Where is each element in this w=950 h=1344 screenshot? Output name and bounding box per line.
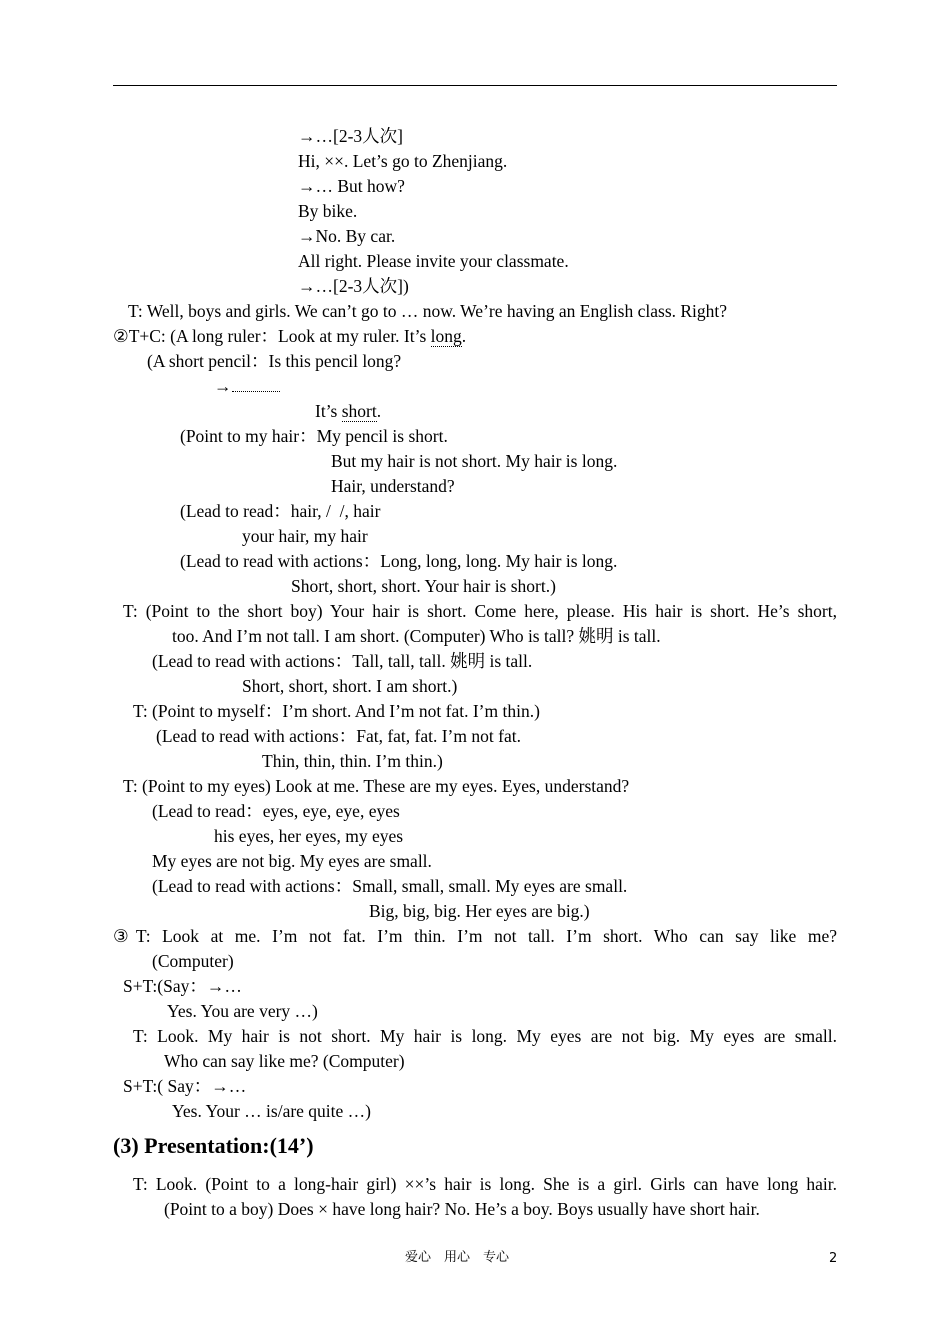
text-fragment: ②T+C: (A long ruler：Look at my ruler. It’s	[113, 326, 431, 346]
text-line: (A short pencil：Is this pencil long?	[147, 351, 402, 371]
text-line: (Lead to read with actions：Long, long, long. My hair is long.	[180, 551, 618, 571]
text-line: T: Look. My hair is not short. My hair is long. My eyes are not big. My eyes are small.	[133, 1026, 837, 1046]
header-rule	[113, 85, 837, 86]
text-line: T: Well, boys and girls. We can’t go to … now. We’re having an English class. Right?	[128, 301, 728, 321]
text-line: Who can say like me? (Computer)	[164, 1051, 405, 1071]
page-number: 2	[829, 1251, 838, 1266]
text-line: T: (Point to myself：I’m short. And I’m not fat. I’m thin.)	[133, 701, 540, 721]
text-line: By bike.	[298, 201, 358, 221]
arrow-glyph: →	[214, 376, 232, 396]
text-line: T: Look. (Point to a long-hair girl) ××’s hair is long. She is a girl. Girls can have long hair.	[133, 1174, 837, 1194]
text-line: Thin, thin, thin. I’m thin.)	[262, 751, 443, 771]
text-line: (Lead to read with actions：Small, small, small. My eyes are small.	[152, 876, 628, 896]
text-line: T: (Point to the short boy) Your hair is short. Come here, please. His hair is short. He’s short,	[123, 601, 837, 621]
text-line: (Lead to read with actions：Tall, tall, tall. 姚明 is tall.	[152, 651, 533, 671]
text-line: your hair, my hair	[242, 526, 368, 546]
text-line: (Point to my hair：My pencil is short.	[180, 426, 448, 446]
text-line: Big, big, big. Her eyes are big.)	[369, 901, 590, 921]
text-line: →…[2-3人次]	[298, 126, 403, 146]
text-line: S+T:( Say：→…	[123, 1076, 247, 1096]
answer-blank	[232, 381, 280, 392]
section-heading: (3) Presentation:(14’)	[113, 1133, 314, 1158]
text-line: Hair, understand?	[331, 476, 455, 496]
text-line: (Lead to read with actions：Fat, fat, fat. I’m not fat.	[156, 726, 521, 746]
text-fragment: .	[376, 401, 382, 421]
text-line: his eyes, her eyes, my eyes	[214, 826, 404, 846]
text-line: Yes. Your … is/are quite …)	[172, 1101, 371, 1121]
text-line: →… But how?	[298, 176, 405, 196]
text-line: Short, short, short. I am short.)	[242, 676, 458, 696]
underlined-word: short	[341, 401, 377, 421]
text-line	[214, 375, 280, 397]
text-line: →…[2-3人次])	[298, 276, 409, 296]
text-line: Hi, ××. Let’s go to Zhenjiang.	[298, 151, 508, 171]
text-line: S+T:(Say：→…	[123, 976, 242, 996]
text-line: →No. By car.	[298, 226, 396, 246]
text-line: ③T: Look at me. I’m not fat. I’m thin. I’m not tall. I’m short. Who can say like me?	[113, 926, 837, 946]
text-line: too. And I’m not tall. I am short. (Computer) Who is tall? 姚明 is tall.	[172, 626, 661, 646]
text-line: (Point to a boy) Does × have long hair? No. He’s a boy. Boys usually have short hair.	[164, 1199, 760, 1219]
text-fragment: It’s	[315, 401, 342, 421]
text-line: (Lead to read：eyes, eye, eye, eyes	[152, 801, 400, 821]
text-line: (Computer)	[152, 951, 234, 971]
text-line: Short, short, short. Your hair is short.)	[291, 576, 556, 596]
footer-motto: 爱心 用心 专心	[405, 1250, 510, 1265]
text-line: (Lead to read：hair, / /, hair	[180, 501, 381, 521]
text-line: T: (Point to my eyes) Look at me. These are my eyes. Eyes, understand?	[123, 776, 630, 796]
text-fragment: .	[461, 326, 467, 346]
text-line: Yes. You are very …)	[167, 1001, 318, 1021]
text-line: But my hair is not short. My hair is long.	[331, 451, 618, 471]
text-line: All right. Please invite your classmate.	[298, 251, 569, 271]
underlined-word: long	[430, 326, 462, 346]
text-line: My eyes are not big. My eyes are small.	[152, 851, 432, 871]
text-line	[315, 400, 381, 422]
text-line	[113, 325, 466, 347]
